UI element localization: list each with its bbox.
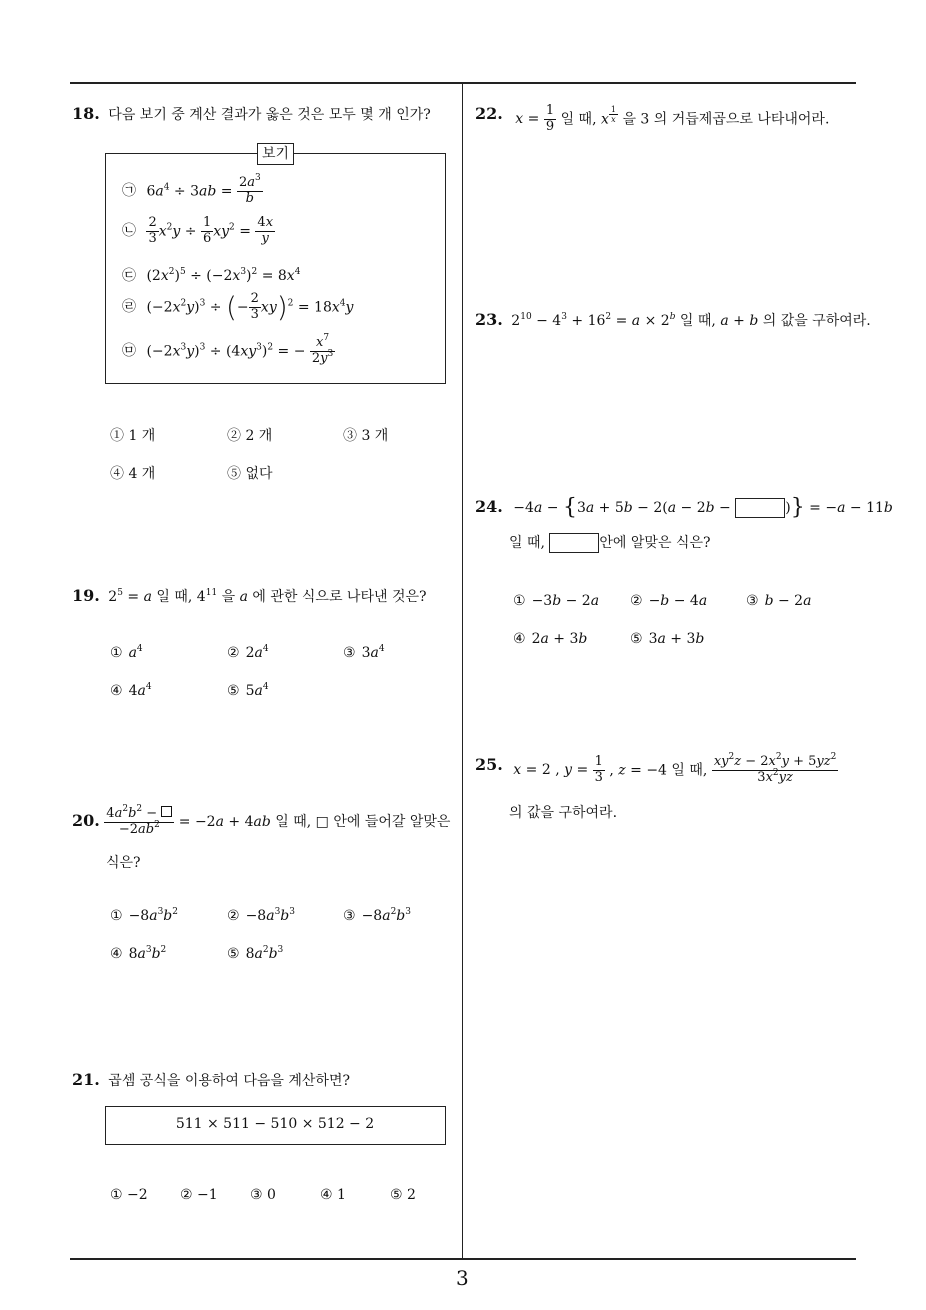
question-text: 을 <box>221 589 236 605</box>
top-rule <box>70 82 856 84</box>
expression: 511 × 511 − 510 × 512 − 2 <box>175 1116 375 1132</box>
item-marker: ㉣ <box>122 299 136 316</box>
q19-choice-5[interactable]: ⑤ $5a^4$ <box>227 682 269 699</box>
question-19: 19. $2^5 = a$ 일 때, $4^{11}$ 을 a 에 관한 식으로 나타낸 것은? <box>72 586 427 605</box>
fraction: $\frac{2a^3}{b}$ <box>238 173 261 206</box>
fraction: $\frac{xy^2z - 2x^2y + 5yz^2}{3x^2yz}$ <box>713 752 837 785</box>
question-text: 일 때, <box>671 762 708 779</box>
bogi-item-5: ㉤ $(-2x^3y)^3 \div (4xy^3)^2$ = − $\frac{x^7}{2y^3}$ <box>122 333 334 366</box>
bogi-item-2: ㉡ $\frac{2}{3}$ $x^2y$ ÷ $\frac{1}{6}$ $xy^2$ = $\frac{4x}{y}$ <box>122 215 274 246</box>
fraction: $\frac{4x}{y}$ <box>257 215 274 246</box>
page-number: 3 <box>456 1266 469 1290</box>
q21-choice-2[interactable]: ② −1 <box>180 1187 218 1203</box>
q24-choice-4[interactable]: ④ 2a + 3b <box>513 631 588 647</box>
question-number: 21. <box>72 1070 100 1089</box>
question-21 <box>72 1070 350 1090</box>
fraction: $\frac{2}{3}$ <box>250 291 259 322</box>
q19-choice-3[interactable]: ③ $3a^4$ <box>343 644 385 661</box>
question-24-line2 <box>509 532 710 553</box>
question-25: 25. x = 2 , y = $\frac{1}{3}$ , z = −4 일 때, $\frac{xy^2z - 2x^2y + 5yz^2}{3x^2yz}$ <box>475 752 837 785</box>
q18-choice-5[interactable]: ⑤ 없다 <box>227 466 273 482</box>
fraction: $\frac{1}{3}$ <box>594 754 603 785</box>
question-25-line2: 의 값을 구하여라. <box>509 805 618 821</box>
question-20: 20. $\frac{4a^2b^2 -}{-2ab^2}$ = −2a + 4ab 일 때, □ 안에 들어갈 알맞은 <box>72 804 451 837</box>
bogi-item-4: ㉣ $(-2x^2y)^3$ ÷ (− $\frac{2}{3}$ $xy)^2 = 18x^4y$ <box>122 290 354 324</box>
question-20-line2: 식은? <box>106 855 141 871</box>
item-marker: ㉠ <box>122 183 136 200</box>
q19-choice-1[interactable]: ① $a^4$ <box>110 644 143 661</box>
question-number: 20. <box>72 810 100 830</box>
question-text: 의 값을 구하여라. <box>762 313 871 329</box>
q24-choice-1[interactable]: ① −3b − 2a <box>513 593 600 609</box>
question-text: 을 3 의 거듭제곱으로 나타내어라. <box>622 111 830 128</box>
bogi-label: 보기 <box>257 143 294 165</box>
question-text: 에 관한 식으로 나타낸 것은? <box>252 589 427 605</box>
q20-choice-1[interactable]: ① $-8a^3b^2$ <box>110 907 178 924</box>
q24-choice-3[interactable]: ③ b − 2a <box>746 593 812 609</box>
question-number: 18. <box>72 104 100 123</box>
fraction: $\frac{1}{6}$ <box>202 215 212 246</box>
question-number: 19. <box>72 586 100 605</box>
question-text: 일 때, □ 안에 들어갈 알맞은 <box>275 813 451 830</box>
question-18 <box>72 104 431 124</box>
fraction: $\frac{x^7}{2y^3}$ <box>311 333 334 366</box>
question-number: 23. <box>475 310 503 329</box>
question-number: 24. <box>475 497 503 516</box>
q21-choice-4[interactable]: ④ 1 <box>320 1187 346 1203</box>
q20-choice-4[interactable]: ④ $8a^3b^2$ <box>110 945 167 962</box>
q24-choice-2[interactable]: ② −b − 4a <box>630 593 708 609</box>
q18-choice-4[interactable]: ④ 4 개 <box>110 466 156 482</box>
question-text: 곱셈 공식을 이용하여 다음을 계산하면? <box>108 1073 350 1089</box>
q20-choice-2[interactable]: ② $-8a^3b^3$ <box>227 907 295 924</box>
question-text: 다음 보기 중 계산 결과가 옳은 것은 모두 몇 개 인가? <box>108 107 431 123</box>
fraction: $\frac{4a^2b^2 -}{-2ab^2}$ <box>104 806 174 838</box>
q18-choice-2[interactable]: ② 2 개 <box>227 428 273 444</box>
q19-choice-2[interactable]: ② $2a^4$ <box>227 644 269 661</box>
bottom-rule <box>70 1258 856 1260</box>
question-24: 24. −4a − {3a + 5b − 2(a − 2b − )} = −a − 11b <box>475 495 893 520</box>
question-text: 일 때, <box>509 535 545 551</box>
question-text: 일 때, <box>560 111 597 128</box>
q20-choice-3[interactable]: ③ $-8a^2b^3$ <box>343 907 411 924</box>
q24-choice-5[interactable]: ⑤ 3a + 3b <box>630 631 705 647</box>
question-text: 일 때, <box>679 313 716 329</box>
q19-choice-4[interactable]: ④ $4a^4$ <box>110 682 152 699</box>
question-23: 23. $2^{10} - 4^3 + 16^2 = a \times 2^b$ 일 때, a + b 의 값을 구하여라. <box>475 310 871 329</box>
question-22: 22. x = $\frac{1}{9}$ 일 때, x $^{\frac{1}{x}}$ 을 3 의 거듭제곱으로 나타내어라. <box>475 103 830 134</box>
question-text: 안에 알맞은 식은? <box>599 535 711 551</box>
question-number: 22. <box>475 104 503 123</box>
fraction: $\frac{1}{9}$ <box>545 103 555 134</box>
q18-choice-1[interactable]: ① 1 개 <box>110 428 156 444</box>
q18-choice-3[interactable]: ③ 3 개 <box>343 428 389 444</box>
item-marker: ㉤ <box>122 343 136 360</box>
blank-box[interactable] <box>735 498 785 518</box>
item-marker: ㉡ <box>122 223 136 240</box>
column-divider <box>462 83 463 1259</box>
q21-choice-1[interactable]: ① −2 <box>110 1187 148 1203</box>
q20-choice-5[interactable]: ⑤ $8a^2b^3$ <box>227 945 284 962</box>
bogi-item-1: ㉠ $6a^4 \div 3ab$ = $\frac{2a^3}{b}$ <box>122 173 261 206</box>
item-marker: ㉢ <box>122 268 136 284</box>
bogi-item-3: ㉢ $(2x^2)^5 \div (-2x^3)^2 = 8x^4$ <box>122 267 301 284</box>
fraction: $\frac{2}{3}$ <box>148 215 157 246</box>
q21-choice-5[interactable]: ⑤ 2 <box>390 1187 416 1203</box>
q21-choice-3[interactable]: ③ 0 <box>250 1187 276 1203</box>
blank-box[interactable] <box>549 533 599 553</box>
question-number: 25. <box>475 755 503 774</box>
question-text: 일 때, <box>156 589 193 605</box>
